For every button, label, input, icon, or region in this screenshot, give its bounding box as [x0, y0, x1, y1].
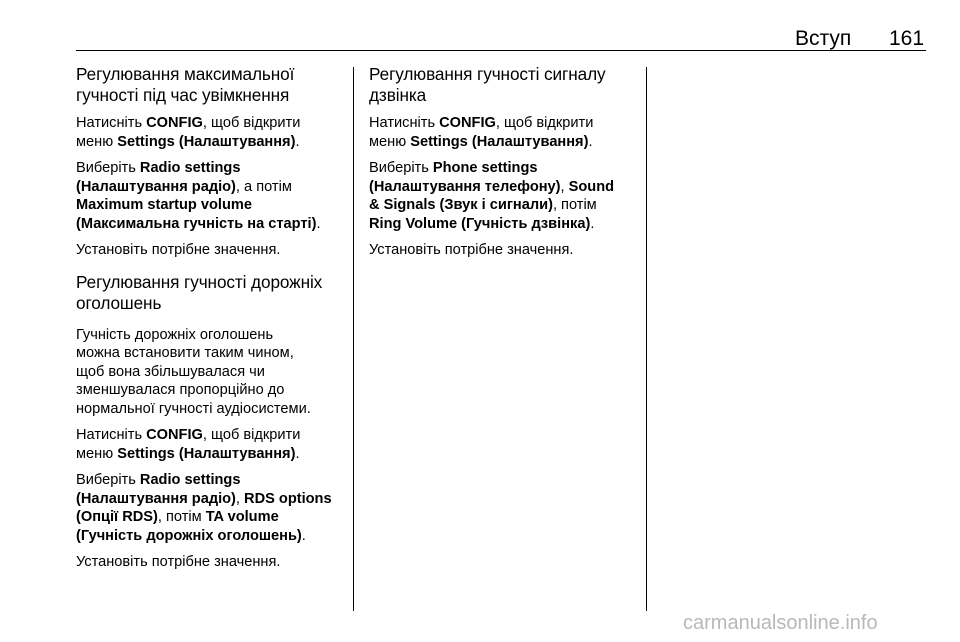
text: можна встановити таким чином,: [76, 345, 294, 361]
paragraph-select-menu: [76, 159, 348, 233]
middle-column: [369, 64, 641, 268]
paragraph-set-value: Установіть потрібне значення.: [369, 242, 574, 258]
text: , щоб відкрити: [495, 115, 594, 131]
rds-options-label: RDS options: [244, 490, 332, 507]
column-divider-right: [646, 67, 647, 611]
ta-volume-label: TA volume: [205, 509, 279, 525]
text: , щоб відкрити: [202, 115, 301, 131]
config-button-label: CONFIG: [146, 427, 203, 443]
paragraph-set-value: Установіть потрібне значення.: [76, 554, 281, 570]
radio-settings-translation: (Налаштування радіо): [76, 490, 236, 507]
section-heading-max-startup-volume: [76, 64, 348, 106]
text: меню: [76, 133, 118, 150]
config-button-label: CONFIG: [146, 115, 203, 131]
settings-menu-label: Settings (Налаштування): [117, 445, 296, 462]
text: ,: [235, 490, 245, 507]
text: .: [301, 527, 306, 544]
header-rule: [76, 50, 926, 51]
text: Натисніть: [76, 115, 147, 131]
text: , щоб відкрити: [202, 427, 301, 443]
text: щоб вона збільшувалася чи: [76, 363, 265, 380]
radio-settings-translation: (Налаштування радіо): [76, 178, 236, 195]
section-heading-traffic-announcement-volume: [76, 272, 348, 314]
settings-menu-label: Settings (Налаштування): [410, 133, 589, 150]
text: Натисніть: [369, 115, 440, 131]
section-heading-ring-volume: [369, 64, 641, 106]
text: , потім: [552, 197, 597, 213]
paragraph-press-config: [76, 426, 348, 463]
column-divider-left: [353, 67, 354, 611]
heading-line: дзвінка: [369, 85, 427, 105]
text: зменшувалася пропорційно до: [76, 382, 285, 398]
left-column: [76, 64, 348, 580]
text: Виберіть: [369, 160, 433, 176]
text: Виберіть: [76, 472, 140, 488]
page-header-title: Вступ: [795, 27, 852, 50]
text: .: [295, 445, 300, 462]
config-button-label: CONFIG: [439, 115, 496, 131]
text: ,: [560, 178, 569, 195]
radio-settings-label: Radio settings: [139, 160, 241, 176]
text: нормальної гучності аудіосистеми.: [76, 400, 311, 417]
page-number: 161: [889, 27, 925, 50]
paragraph-description: [76, 326, 348, 419]
max-startup-volume-label: Maximum startup volume: [76, 197, 252, 213]
text: Виберіть: [76, 160, 140, 176]
paragraph-press-config: [76, 114, 348, 151]
text: , потім: [157, 509, 206, 525]
heading-line: оголошень: [76, 292, 162, 313]
max-startup-volume-translation: (Максимальна гучність на старті): [76, 215, 317, 232]
text: .: [590, 215, 595, 232]
text: Гучність дорожніх оголошень: [76, 326, 274, 343]
paragraph-set-value: Установіть потрібне значення.: [76, 242, 281, 258]
text: меню: [76, 445, 118, 462]
settings-menu-label: Settings (Налаштування): [117, 133, 296, 150]
ring-volume-label: Ring Volume (Гучність дзвінка): [369, 215, 591, 232]
sound-signals-label: Sound: [568, 178, 615, 195]
paragraph-select-menu: [76, 471, 348, 545]
text: Натисніть: [76, 427, 147, 443]
paragraph-select-menu: [369, 159, 641, 233]
rds-options-translation: (Опції RDS): [76, 509, 158, 525]
heading-line: гучності під час увімкнення: [76, 85, 290, 105]
phone-settings-translation: (Налаштування телефону): [369, 178, 561, 195]
text: .: [316, 215, 321, 232]
paragraph-press-config: [369, 114, 641, 151]
text: меню: [369, 133, 411, 150]
heading-line: Регулювання гучності сигналу: [369, 64, 606, 84]
text: .: [295, 133, 300, 150]
text: .: [588, 133, 593, 150]
heading-line: Регулювання гучності дорожніх: [76, 271, 323, 292]
phone-settings-label: Phone settings: [432, 160, 538, 176]
ta-volume-translation: (Гучність дорожніх оголошень): [76, 527, 302, 544]
sound-signals-translation: & Signals (Звук і сигнали): [369, 197, 553, 213]
radio-settings-label: Radio settings: [139, 472, 241, 488]
text: , а потім: [235, 178, 292, 195]
watermark: carmanualsonline.info: [683, 612, 878, 634]
heading-line: Регулювання максимальної: [76, 64, 295, 84]
